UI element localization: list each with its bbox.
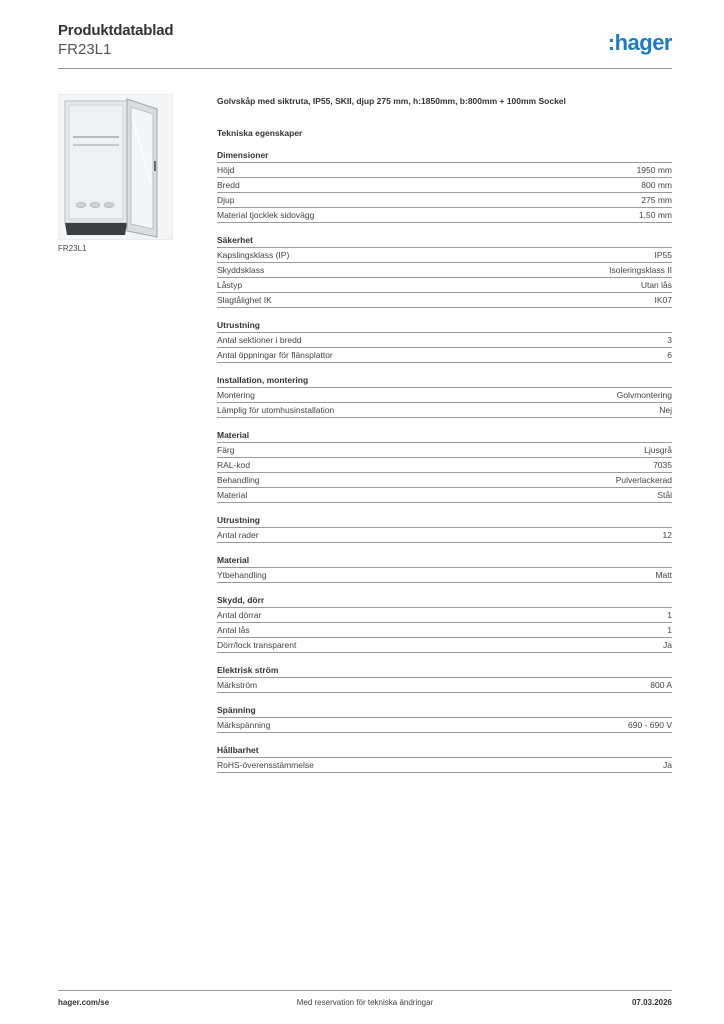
spec-label: Antal rader (217, 530, 259, 540)
spec-value: 275 mm (641, 195, 672, 205)
spec-section (217, 743, 672, 773)
spec-value: Ja (663, 640, 672, 650)
spec-row (217, 293, 672, 308)
page-header (58, 20, 672, 70)
spec-row (217, 528, 672, 543)
document-title: Produktdatablad (58, 22, 174, 39)
image-caption: FR23L1 (58, 244, 87, 253)
spec-section (217, 593, 672, 653)
spec-row (217, 163, 672, 178)
spec-row (217, 758, 672, 773)
spec-value: Matt (655, 570, 672, 580)
spec-section (217, 428, 672, 503)
spec-row (217, 443, 672, 458)
footer-divider (58, 990, 672, 991)
spec-label: Låstyp (217, 280, 243, 290)
spec-value: 7035 (653, 460, 672, 470)
section-title: Material (217, 553, 672, 568)
spec-row (217, 403, 672, 418)
logo-text: :hager (607, 30, 672, 55)
section-title: Spänning (217, 703, 672, 718)
section-title: Installation, montering (217, 373, 672, 388)
spec-label: Slagtålighet IK (217, 295, 272, 305)
spec-row (217, 208, 672, 223)
page-footer (58, 998, 672, 1012)
section-title: Säkerhet (217, 233, 672, 248)
spec-row (217, 278, 672, 293)
spec-value: 1 (667, 610, 672, 620)
spec-section (217, 373, 672, 418)
spec-label: RoHS-överensstämmelse (217, 760, 314, 770)
section-title: Hållbarhet (217, 743, 672, 758)
spec-row (217, 608, 672, 623)
spec-value: Golvmontering (616, 390, 672, 400)
spec-row (217, 638, 672, 653)
spec-value: Ja (663, 760, 672, 770)
spec-value: 12 (662, 530, 672, 540)
spec-label: Höjd (217, 165, 235, 175)
spec-row (217, 193, 672, 208)
spec-label: Djup (217, 195, 235, 205)
section-title: Skydd, dörr (217, 593, 672, 608)
product-details (217, 94, 672, 773)
spec-section (217, 513, 672, 543)
spec-value: IP55 (654, 250, 672, 260)
spec-label: Färg (217, 445, 235, 455)
spec-label: Skyddsklass (217, 265, 265, 275)
spec-label: Märkspänning (217, 720, 271, 730)
spec-value: 1950 mm (636, 165, 672, 175)
technical-properties-heading: Tekniska egenskaper (217, 128, 303, 138)
spec-label: Bredd (217, 180, 240, 190)
footer-website[interactable]: hager.com/se (58, 998, 110, 1007)
spec-value: 690 - 690 V (628, 720, 672, 730)
spec-section (217, 318, 672, 363)
footer-date: 07.03.2026 (631, 998, 672, 1007)
spec-value: Pulverlackerad (615, 475, 672, 485)
spec-section (217, 148, 672, 223)
section-title: Elektrisk ström (217, 663, 672, 678)
footer-disclaimer: Med reservation för tekniska ändringar (296, 998, 434, 1007)
spec-value: Utan lås (640, 280, 672, 290)
spec-row (217, 333, 672, 348)
spec-value: 6 (667, 350, 672, 360)
spec-label: Märkström (217, 680, 258, 690)
spec-sections (217, 148, 672, 773)
spec-value: Isoleringsklass II (609, 265, 672, 275)
spec-label: Antal dörrar (217, 610, 262, 620)
spec-section (217, 703, 672, 733)
spec-label: Ytbehandling (217, 570, 267, 580)
spec-row (217, 718, 672, 733)
spec-section (217, 233, 672, 308)
spec-value: 1 (667, 625, 672, 635)
spec-label: Kapslingsklass (IP) (217, 250, 290, 260)
spec-row (217, 678, 672, 693)
spec-row (217, 568, 672, 583)
spec-label: Lämplig för utomhusinstallation (217, 405, 335, 415)
spec-label: Dörr/lock transparent (217, 640, 297, 650)
spec-row (217, 458, 672, 473)
product-code: FR23L1 (58, 41, 112, 58)
spec-label: Behandling (217, 475, 260, 485)
spec-row (217, 473, 672, 488)
spec-row (217, 263, 672, 278)
spec-label: Montering (217, 390, 255, 400)
spec-label: Material tjocklek sidovägg (217, 210, 315, 220)
spec-section (217, 663, 672, 693)
spec-value: Ljusgrå (644, 445, 672, 455)
section-title: Material (217, 428, 672, 443)
product-description: Golvskåp med siktruta, IP55, SKII, djup 275 mm, h:1850mm, b:800mm + 100mm Sockel (217, 96, 566, 106)
spec-row (217, 623, 672, 638)
spec-value: 800 A (650, 680, 672, 690)
hager-logo (592, 30, 672, 56)
spec-label: Material (217, 490, 248, 500)
spec-row (217, 488, 672, 503)
spec-value: 800 mm (641, 180, 672, 190)
product-image (58, 94, 173, 240)
header-divider (58, 68, 672, 69)
spec-row (217, 248, 672, 263)
spec-label: Antal lås (217, 625, 250, 635)
section-title: Dimensioner (217, 148, 672, 163)
spec-value: IK07 (654, 295, 672, 305)
spec-label: Antal sektioner i bredd (217, 335, 302, 345)
section-title: Utrustning (217, 318, 672, 333)
floor-cabinet-icon (59, 95, 172, 239)
spec-row (217, 348, 672, 363)
spec-row (217, 388, 672, 403)
section-title: Utrustning (217, 513, 672, 528)
spec-row (217, 178, 672, 193)
spec-value: Stål (657, 490, 672, 500)
spec-value: Nej (659, 405, 672, 415)
spec-value: 3 (667, 335, 672, 345)
spec-label: RAL-kod (217, 460, 251, 470)
spec-value: 1,50 mm (638, 210, 672, 220)
spec-section (217, 553, 672, 583)
spec-label: Antal öppningar för flänsplattor (217, 350, 333, 360)
